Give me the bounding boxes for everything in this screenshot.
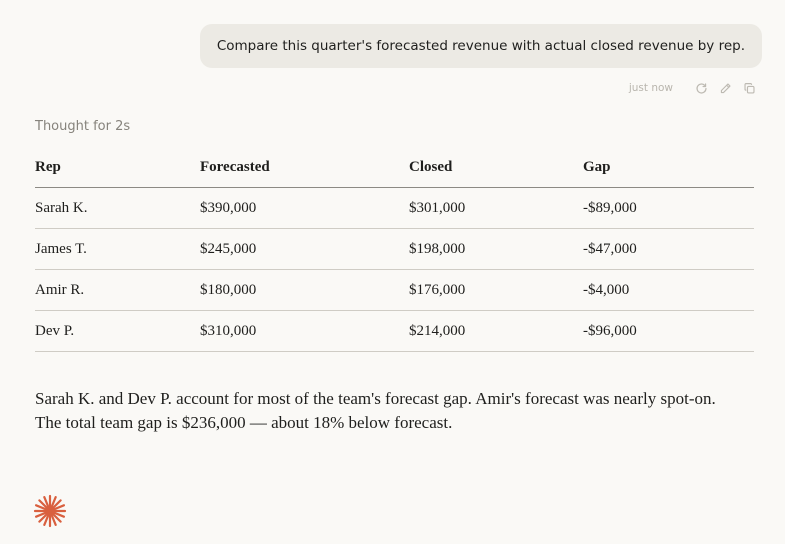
header-forecasted: Forecasted: [200, 147, 409, 188]
user-message-bubble: [200, 24, 762, 68]
cell-gap: -$4,000: [583, 270, 754, 311]
cell-rep: Sarah K.: [35, 188, 200, 229]
table-row: [35, 188, 754, 229]
cell-gap: -$47,000: [583, 229, 754, 270]
cell-closed: $214,000: [409, 311, 583, 352]
assistant-logo-icon: [33, 494, 67, 528]
assistant-summary-text: Sarah K. and Dev P. account for most of the team's forecast gap. Amir's forecast was nearly spot-on. The total team gap is $236,000 — about 18% below forecast.: [35, 389, 716, 432]
revenue-table: [35, 147, 754, 352]
message-timestamp: just now: [628, 82, 673, 94]
cell-gap: -$96,000: [583, 311, 754, 352]
cell-closed: $176,000: [409, 270, 583, 311]
table-row: [35, 229, 754, 270]
table-row: [35, 270, 754, 311]
cell-forecasted: $245,000: [200, 229, 409, 270]
retry-icon[interactable]: [693, 80, 709, 96]
cell-forecasted: $180,000: [200, 270, 409, 311]
cell-rep: James T.: [35, 229, 200, 270]
header-gap: Gap: [583, 147, 754, 188]
thought-duration-label[interactable]: Thought for 2s: [35, 119, 131, 134]
header-closed: Closed: [409, 147, 583, 188]
copy-icon[interactable]: [741, 80, 757, 96]
cell-gap: -$89,000: [583, 188, 754, 229]
message-meta-row: [629, 80, 757, 96]
edit-icon[interactable]: [717, 80, 733, 96]
cell-closed: $198,000: [409, 229, 583, 270]
header-rep: Rep: [35, 147, 200, 188]
cell-rep: Amir R.: [35, 270, 200, 311]
user-message-text: Compare this quarter's forecasted revenue with actual closed revenue by rep.: [216, 38, 745, 54]
cell-forecasted: $310,000: [200, 311, 409, 352]
table-row: [35, 311, 754, 352]
cell-rep: Dev P.: [35, 311, 200, 352]
cell-forecasted: $390,000: [200, 188, 409, 229]
cell-closed: $301,000: [409, 188, 583, 229]
table-header-row: [35, 147, 754, 188]
